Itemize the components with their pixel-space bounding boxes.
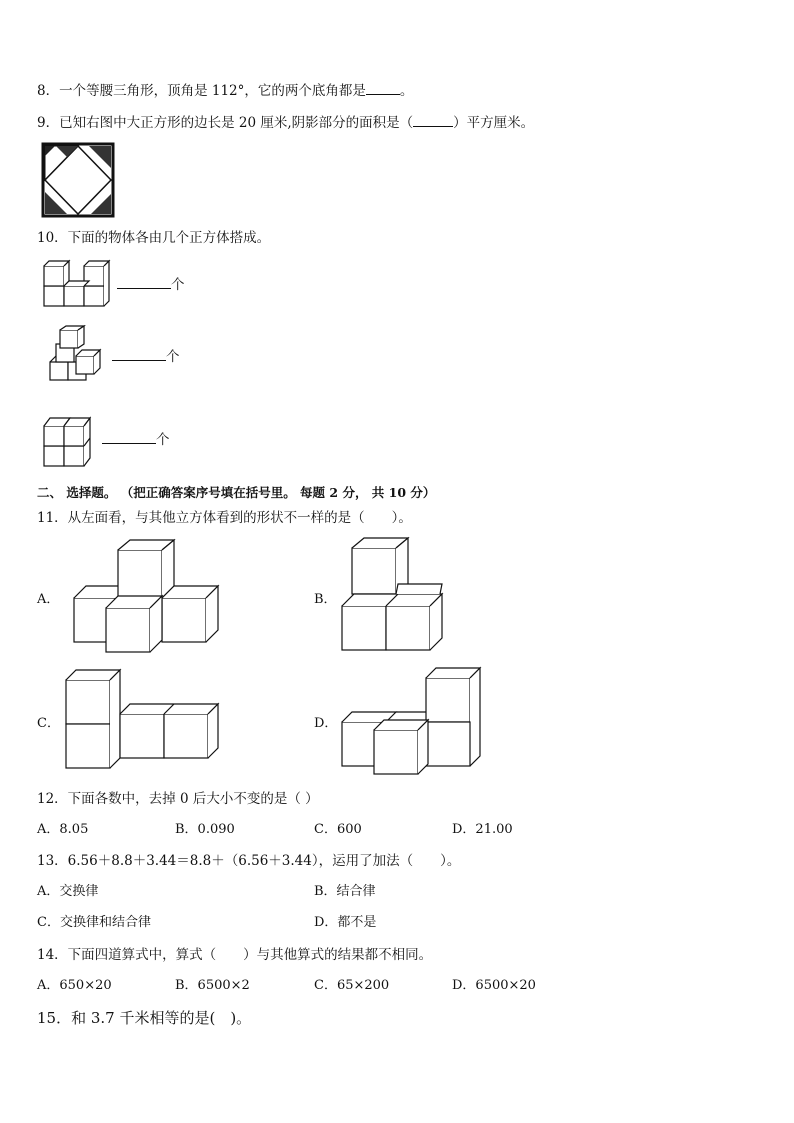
- q12-option-d[interactable]: D．21.00: [452, 822, 513, 837]
- cube-figure-2: [46, 326, 110, 384]
- question-9-text: 9．已知右图中大正方形的边长是 20 厘米,阴影部分的面积是（: [37, 115, 414, 131]
- q14-option-b[interactable]: B．6500×2: [175, 978, 250, 993]
- q13-option-a[interactable]: A．交换律: [37, 884, 99, 899]
- question-15: 15．和 3.7 千米相等的是( )。: [37, 1009, 252, 1027]
- q10-answer-2: [112, 348, 180, 366]
- question-9: [37, 114, 534, 132]
- cube-figure-3: [42, 412, 100, 470]
- answer-blank[interactable]: [117, 276, 171, 289]
- unit-label: 个: [156, 432, 170, 448]
- q10-answer-3: [102, 431, 170, 449]
- question-9-end: ）平方厘米。: [453, 115, 535, 131]
- q14-option-a[interactable]: A．650×20: [37, 978, 112, 993]
- answer-blank[interactable]: [112, 348, 166, 361]
- question-14: 14．下面四道算式中，算式（ ）与其他算式的结果都不相同。: [37, 947, 433, 963]
- unit-label: 个: [171, 277, 185, 293]
- square-diamond-figure: [41, 142, 115, 218]
- option-c-figure[interactable]: [64, 668, 220, 774]
- q14-option-d[interactable]: D．6500×20: [452, 978, 536, 993]
- question-12: 12．下面各数中，去掉 0 后大小不变的是（ ）: [37, 791, 319, 807]
- q12-option-b[interactable]: B．0.090: [175, 822, 235, 837]
- answer-blank[interactable]: [413, 114, 453, 127]
- option-c-label[interactable]: C．: [37, 716, 60, 731]
- section-2-title: 二、 选择题。 （把正确答案序号填在括号里。 每题 2 分， 共 10 分）: [37, 485, 436, 500]
- question-11: 11．从左面看，与其他立方体看到的形状不一样的是（ ）。: [37, 510, 412, 526]
- answer-blank[interactable]: [102, 431, 156, 444]
- q10-answer-1: [117, 276, 185, 294]
- question-8: [37, 82, 413, 100]
- q14-option-c[interactable]: C．65×200: [314, 978, 390, 993]
- q13-option-c[interactable]: C．交换律和结合律: [37, 915, 151, 930]
- unit-label: 个: [166, 349, 180, 365]
- q12-option-a[interactable]: A．8.05: [37, 822, 89, 837]
- question-8-end: 。: [399, 83, 414, 99]
- option-b-label[interactable]: B．: [314, 592, 337, 607]
- q12-option-c[interactable]: C．600: [314, 822, 362, 837]
- answer-blank[interactable]: [366, 82, 400, 95]
- option-a-figure[interactable]: [72, 538, 222, 656]
- question-8-text: 8．一个等腰三角形，顶角是 112°，它的两个底角都是: [37, 83, 366, 99]
- q13-option-b[interactable]: B．结合律: [314, 884, 376, 899]
- option-a-label[interactable]: A．: [37, 592, 60, 607]
- option-b-figure[interactable]: [340, 538, 452, 654]
- option-d-figure[interactable]: [340, 666, 486, 778]
- option-d-label[interactable]: D．: [314, 716, 338, 731]
- cube-figure-1: [42, 260, 112, 310]
- q13-option-d[interactable]: D．都不是: [314, 915, 377, 930]
- question-10: 10．下面的物体各由几个正方体搭成。: [37, 230, 271, 246]
- question-13: 13．6.56＋8.8＋3.44＝8.8＋（6.56＋3.44），运用了加法（ ）。: [37, 853, 461, 869]
